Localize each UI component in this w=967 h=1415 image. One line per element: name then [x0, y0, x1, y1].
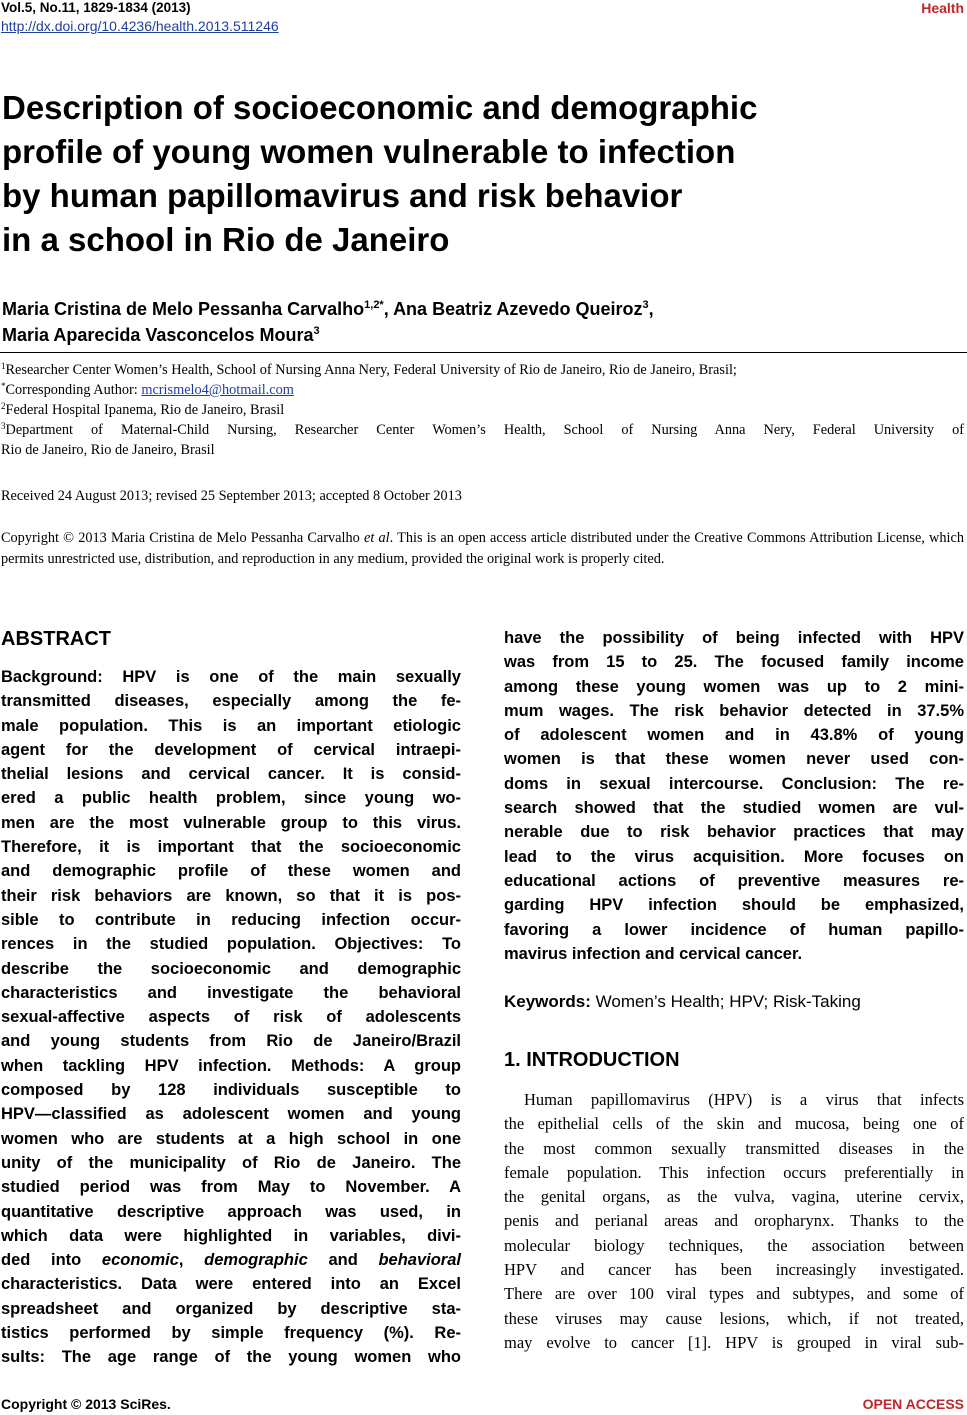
journal-name: Health: [921, 0, 964, 16]
abstract-line: unity of the municipality of Rio de Janeiro. The: [1, 1153, 461, 1172]
abstract-line: sults: The age range of the young women who: [1, 1348, 461, 1367]
body-line: female population. This infection occurs preferentially in: [504, 1162, 964, 1182]
body-line: Human papillomavirus (HPV) is a virus that infects: [524, 1090, 964, 1109]
abstract-line: Background: HPV is one of the main sexually: [1, 668, 461, 686]
journal-volume-info: Vol.5, No.11, 1829-1834 (2013): [1, 0, 191, 15]
footer-copyright: Copyright © 2013 SciRes.: [1, 1396, 171, 1412]
abstract-line: ered a public health problem, since young wo-: [1, 789, 461, 808]
abstract-line: quantitative descriptive approach was used, in: [1, 1202, 461, 1221]
author-affil-sup: 3: [313, 325, 320, 337]
author-affil-sup: 3: [642, 299, 649, 311]
abstract-line: their risk behaviors are known, so that it is pos-: [1, 886, 461, 905]
abstract-line: women who are students at a high school in one: [1, 1129, 461, 1148]
introduction-body: [504, 1088, 964, 1355]
body-line: the most common sexually transmitted diseases in the: [504, 1138, 964, 1158]
abstract-line: transmitted diseases, especially among the fe-: [1, 692, 461, 711]
abstract-line: male population. This is an important etiologic: [1, 716, 461, 735]
abstract-line: garding HPV infection should be emphasized,: [504, 896, 964, 915]
abstract-line: ded into economic, demographic and behavioral: [1, 1251, 461, 1270]
abstract-line: educational actions of preventive measures re-: [504, 871, 964, 890]
received-dates: Received 24 August 2013; revised 25 September 2013; accepted 8 October 2013: [1, 488, 462, 504]
body-line: may evolve to cancer [1]. HPV is grouped in viral sub-: [504, 1332, 964, 1352]
article-title: [2, 86, 952, 262]
abstract-line: thelial lesions and cervical cancer. It is consid-: [1, 765, 461, 784]
abstract-line: mum wages. The risk behavior detected in 37.5%: [504, 701, 964, 720]
keywords: [504, 992, 861, 1012]
abstract-line: women is that these women never used con-: [504, 750, 964, 769]
abstract-line: agent for the development of cervical intraepi-: [1, 740, 461, 759]
abstract-line: was from 15 to 25. The focused family income: [504, 653, 964, 672]
affiliation-3-cont: Rio de Janeiro, Rio de Janeiro, Brasil: [1, 442, 215, 458]
abstract-line: of adolescent women and in 43.8% of young: [504, 726, 964, 745]
abstract-line: HPV—classified as adolescent women and young: [1, 1105, 461, 1124]
abstract-line: favoring a lower incidence of human papillo-: [504, 920, 964, 939]
author-name: Maria Aparecida Vasconcelos Moura: [2, 325, 314, 345]
abstract-line: men are the most vulnerable group to this virus.: [1, 813, 461, 832]
abstract-line: Therefore, it is important that the socioeconomic: [1, 838, 461, 857]
abstract-line: and demographic profile of these women and: [1, 862, 461, 881]
abstract-line: when tackling HPV infection. Methods: A group: [1, 1056, 461, 1075]
corresponding-author: *Corresponding Author: mcrismelo4@hotmail.com: [1, 381, 294, 398]
affiliation-1: $^1$Researcher Center Women’s Health, School of Nursing Anna Nery, Federal University of Rio de Janeiro, Rio de Janeiro, Brasil;: [1, 361, 737, 378]
author-name: Ana Beatriz Azevedo Queiroz: [393, 299, 643, 319]
abstract-line: characteristics. Data were entered into an Excel: [1, 1275, 461, 1294]
author-name: Maria Cristina de Melo Pessanha Carvalho: [2, 299, 365, 319]
author-affil-sup: 1,2*: [364, 299, 384, 311]
title-line: profile of young women vulnerable to infection: [2, 133, 736, 170]
body-line: HPV and cancer has been increasingly investigated.: [504, 1260, 964, 1280]
abstract-left-column: [1, 626, 461, 1370]
abstract-line: and young students from Rio de Janeiro/Brazil: [1, 1032, 461, 1051]
abstract-line: rences in the studied population. Objectives: To: [1, 935, 461, 954]
affiliation-2: $^2$Federal Hospital Ipanema, Rio de Janeiro, Brasil: [1, 401, 285, 418]
abstract-text: [1, 665, 461, 1370]
abstract-heading: ABSTRACT: [1, 628, 111, 650]
copyright-notice: Copyright © 2013 Maria Cristina de Melo Pessanha Carvalho et al. This is an open access article distributed under the Creative Commons Attribution License, which permits unrestricted use, distribution, and reproduction in any medium, provided the original work is properly cited.: [1, 530, 964, 567]
abstract-line: nerable due to risk behavior practices that may: [504, 823, 964, 842]
body-line: these viruses may cause lesions, which, if not treated,: [504, 1308, 964, 1328]
abstract-line: doms in sexual intercourse. Conclusion: The re-: [504, 774, 964, 793]
abstract-line: spreadsheet and organized by descriptive sta-: [1, 1299, 461, 1318]
body-line: There are over 100 viral types and subtypes, and some of: [504, 1284, 964, 1304]
abstract-line: mavirus infection and cervical cancer.: [504, 944, 803, 963]
keywords-label: Keywords:: [504, 992, 591, 1011]
abstract-line: sible to contribute in reducing infection occur-: [1, 910, 461, 929]
body-line: the genital organs, as the vulva, vagina, uterine cervix,: [504, 1187, 964, 1207]
abstract-line: composed by 128 individuals susceptible to: [1, 1081, 461, 1100]
author-line: [2, 322, 962, 348]
abstract-line: describe the socioeconomic and demographic: [1, 959, 461, 978]
abstract-line: sexual-affective aspects of risk of adolescents: [1, 1008, 461, 1027]
footer-open-access: OPEN ACCESS: [862, 1396, 964, 1412]
body-line: molecular biology techniques, the association between: [504, 1235, 964, 1255]
affiliations: [1, 360, 964, 460]
abstract-line: lead to the virus acquisition. More focuses on: [504, 847, 964, 866]
abstract-line: which data were highlighted in variables, divi-: [1, 1226, 461, 1245]
abstract-line: search showed that the studied women are vul-: [504, 799, 964, 818]
abstract-line: studied period was from May to November. A: [1, 1178, 461, 1197]
abstract-line: characteristics and investigate the behavioral: [1, 983, 461, 1002]
email-link[interactable]: mcrismelo4@hotmail.com: [141, 382, 294, 398]
title-line: in a school in Rio de Janeiro: [2, 221, 450, 258]
abstract-line: tistics performed by simple frequency (%). Re-: [1, 1324, 461, 1343]
affiliation-3: $^3$Department of Maternal-Child Nursing, Researcher Center Women’s Health, School of Nursing Anna Nery, Federal University of: [1, 421, 964, 438]
body-line: penis and perianal areas and oropharynx. Thanks to the: [504, 1211, 964, 1231]
section-heading-introduction: 1. INTRODUCTION: [504, 1049, 680, 1071]
author-line: Maria Cristina de Melo Pessanha Carvalho$^{1,2*}$, Ana Beatriz Azevedo Queiroz$^3$,: [2, 299, 654, 319]
body-line: the epithelial cells of the skin and mucosa, being one of: [504, 1114, 964, 1134]
abstract-right-column: [504, 626, 964, 966]
keywords-text: Women’s Health; HPV; Risk-Taking: [590, 992, 861, 1011]
abstract-line: among these young women was up to 2 mini-: [504, 677, 964, 696]
doi-link[interactable]: http://dx.doi.org/10.4236/health.2013.511246: [1, 18, 279, 34]
abstract-line: have the possibility of being infected with HPV: [504, 629, 964, 647]
title-line: Description of socioeconomic and demographic: [2, 89, 758, 126]
header-divider: [0, 352, 967, 353]
author-list: [2, 296, 962, 348]
title-line: by human papillomavirus and risk behavior: [2, 177, 683, 214]
